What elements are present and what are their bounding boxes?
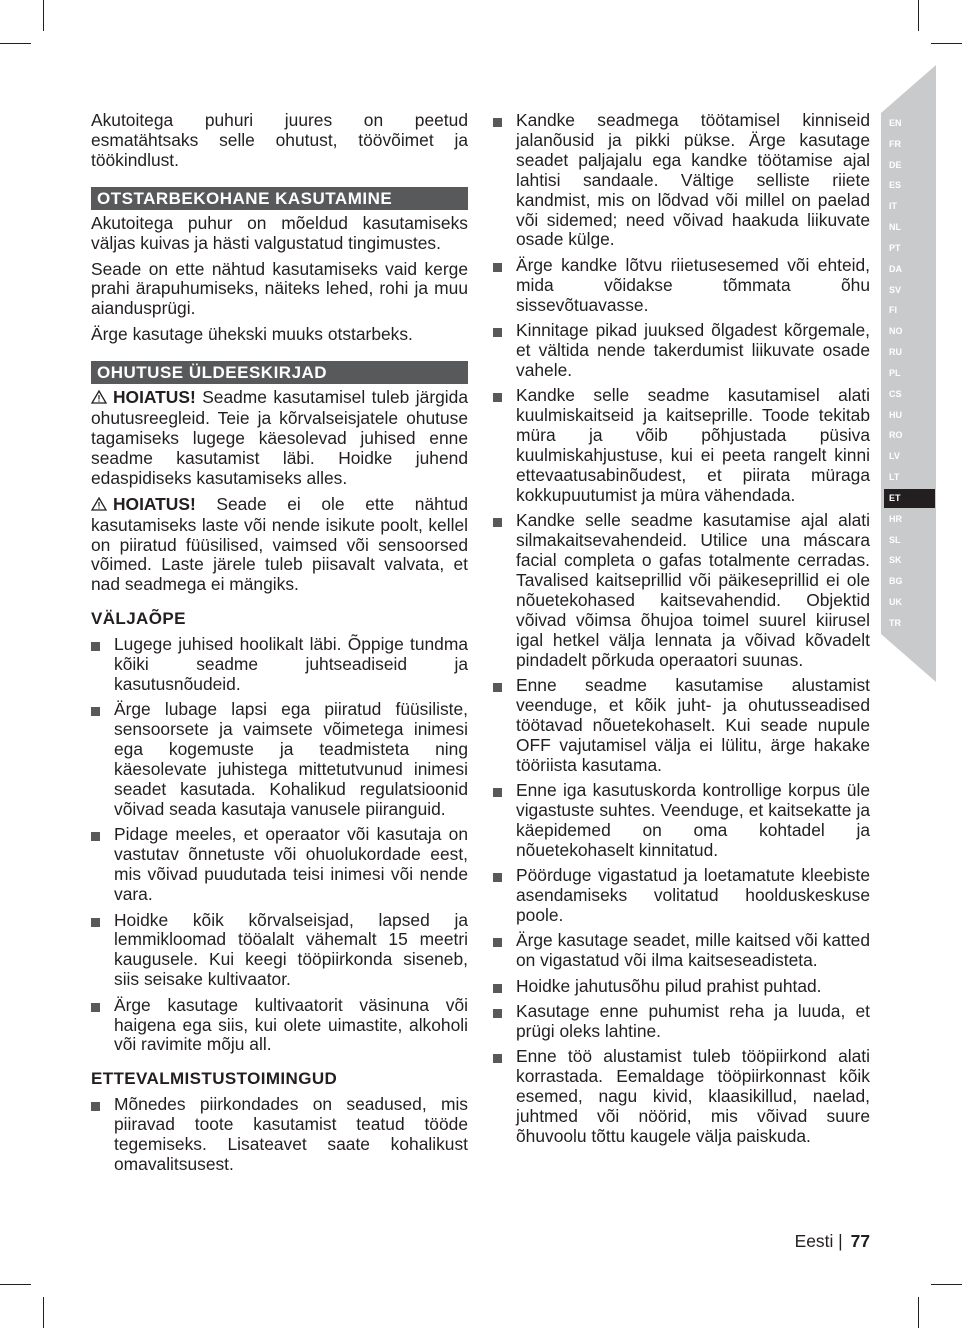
list-item <box>493 111 870 250</box>
language-tab-de: DE <box>884 156 935 175</box>
list-item-text: Kandke seadmega töötamisel kinniseid jalanõusid ja pikki pükse. Ärge kasutage seadet paljajalu ega kandke töötamise ajal lahtisi sandaale. Vältige selliste riiete kandmist, mis on lõdvad või millel on paelad või sidemed; need võivad haakuda liikuvate osade külge. <box>516 110 870 250</box>
language-tab-ru: RU <box>884 343 935 362</box>
list-item <box>91 635 468 695</box>
list-item-text: Ärge lubage lapsi ega piiratud füüsiliste, sensoorsete ja vaimsete võimetega inimesi ega kogemuste ja teadmisteta ning käesolevate juhistega mittetutvunud inimesi seadet kasutada. Kohalikud regulatsioonid võivad seada kasutaja vanusele piiranguid. <box>114 699 468 819</box>
paragraph: Seade on ette nähtud kasutamiseks vaid kerge prahi ärapuhumiseks, näiteks lehed, rohi ja muu aiandusprügi. <box>91 258 468 319</box>
language-tab-hu: HU <box>884 406 935 425</box>
language-tab-bg: BG <box>884 572 935 591</box>
bullet-icon <box>493 263 502 272</box>
bullet-icon <box>493 118 502 127</box>
crop-mark <box>43 1297 44 1328</box>
language-tab-lv: LV <box>884 447 935 466</box>
bullet-icon <box>91 642 100 651</box>
crop-mark <box>43 0 44 31</box>
crop-mark <box>0 1284 31 1285</box>
warning-paragraph <box>91 388 468 489</box>
bullet-icon <box>493 328 502 337</box>
bullet-icon <box>493 393 502 402</box>
language-tab-no: NO <box>884 322 935 341</box>
language-tab-fi: FI <box>884 301 935 320</box>
intro-paragraph: Akutoitega puhuri juures on peetud esmatähtsaks selle ohutust, töövõimet ja töökindlust. <box>91 110 468 170</box>
list-item-text: Enne seadme kasutamise alustamist veenduge, et kõik juht- ja ohutusseadised töötavad nõuetekohaselt. Kui seade nupule OFF vajutamisel välja ei lülitu, ärge hakake tööriista kasutama. <box>516 674 870 775</box>
list-item <box>91 700 468 819</box>
bullet-icon <box>91 707 100 716</box>
language-tab-da: DA <box>884 260 935 279</box>
bullet-icon <box>493 1009 502 1018</box>
list-item <box>493 1002 870 1042</box>
bullet-icon <box>91 1102 100 1111</box>
warning-text: Seadme kasutamisel tuleb järgida ohutusreegleid. Teie ja kõrvalseisjatele ohutuse tagamiseks lugege käesolevad juhised enne seadme kasutamist läbi. Hoidke juhend edaspidiseks kasutamiseks alles. <box>91 387 468 488</box>
section-heading-intended-use: OTSTARBEKOHANE KASUTAMINE <box>91 187 468 210</box>
list-item-text: Pidage meeles, et operaator või kasutaja on vastutav õnnetuste või ohuolukordade eest, mis võivad puudutada teisi inimesi või nende vara. <box>114 824 468 905</box>
page-footer <box>795 1231 870 1252</box>
warning-paragraph <box>91 495 468 596</box>
preparation-list <box>91 1095 468 1175</box>
warning-triangle-icon <box>91 389 107 409</box>
language-tab-pl: PL <box>884 364 935 383</box>
list-item-text: Ärge kandke lõtvu riietusesemed või ehteid, mida võidakse tõmmata õhu sissevõtuavasse. <box>516 254 870 315</box>
paragraph: Ärge kasutage ühekski muuks otstarbeks. <box>91 324 413 345</box>
language-tab-uk: UK <box>884 593 935 612</box>
left-column <box>91 111 468 1180</box>
bullet-icon <box>493 984 502 993</box>
bullet-icon <box>493 938 502 947</box>
bullet-icon <box>493 1054 502 1063</box>
list-item-text: Hoidke jahutusõhu pilud prahist puhtad. <box>516 975 822 996</box>
list-item-text: Lugege juhised hoolikalt läbi. Õppige tundma kõiki seadme juhtseadiseid ja kasutusnõudeid. <box>114 634 468 695</box>
list-item <box>493 511 870 670</box>
page-number: 77 <box>850 1231 870 1251</box>
language-tab-en: EN <box>884 114 935 133</box>
bullet-icon <box>91 1003 100 1012</box>
language-tab-lt: LT <box>884 468 935 487</box>
crop-mark <box>931 1284 962 1285</box>
list-item <box>493 781 870 861</box>
list-item <box>493 866 870 926</box>
list-item-text: Pöörduge vigastatud ja loetamatute kleebiste asendamiseks volitatud hoolduskeskuse poole. <box>516 865 870 925</box>
paragraph: Akutoitega puhur on mõeldud kasutamiseks väljas kuivas ja hästi valgustatud tingimustes. <box>91 212 468 253</box>
bullet-icon <box>493 873 502 882</box>
section-heading-general-safety: OHUTUSE ÜLDEESKIRJAD <box>91 361 468 384</box>
bullet-icon <box>91 918 100 927</box>
bullet-icon <box>493 683 502 692</box>
list-item <box>493 1047 870 1147</box>
list-item-text: Ärge kasutage kultivaatorit väsinuna või haigena ega siis, kui olete uimastite, alkoholi või ravimite mõju all. <box>114 994 468 1055</box>
crop-mark <box>931 43 962 44</box>
warning-triangle-icon <box>91 496 107 516</box>
right-column <box>493 111 870 1152</box>
list-item-text: Mõnedes piirkondades on seadused, mis piiravad toote kasutamist teatud tööde tegemiseks. Lisateavet saate kohalikust omavalitsusest. <box>114 1094 468 1175</box>
language-tab-pt: PT <box>884 239 935 258</box>
bullet-icon <box>493 518 502 527</box>
list-item <box>493 931 870 971</box>
list-item <box>91 825 468 905</box>
warning-label: HOIATUS! <box>113 387 196 408</box>
list-item <box>91 1095 468 1175</box>
language-tab-cs: CS <box>884 385 935 404</box>
list-item-text: Enne iga kasutuskorda kontrollige korpus üle vigastuste suhtes. Veenduge, et kaitsekatte ja käepidemed on oma kohtadel ja nõuetekohaselt kinnitatud. <box>516 780 870 860</box>
language-tab-it: IT <box>884 197 935 216</box>
crop-mark <box>0 43 31 44</box>
safety-list <box>493 111 870 1147</box>
language-tab-tr: TR <box>884 614 935 633</box>
language-tab-et: ET <box>884 489 935 508</box>
training-list <box>91 635 468 1055</box>
language-tab-ro: RO <box>884 426 935 445</box>
list-item <box>91 911 468 991</box>
subsection-heading-training: VÄLJAÕPE <box>91 609 186 629</box>
list-item <box>493 676 870 776</box>
language-tab-sk: SK <box>884 551 935 570</box>
list-item <box>493 386 870 505</box>
language-tab-nl: NL <box>884 218 935 237</box>
language-tab-sv: SV <box>884 281 935 300</box>
subsection-heading-preparation: ETTEVALMISTUSTOIMINGUD <box>91 1069 338 1089</box>
crop-mark <box>918 1297 919 1328</box>
language-tab-sl: SL <box>884 531 935 550</box>
footer-language: Eesti | <box>794 1231 843 1251</box>
list-item <box>493 977 870 997</box>
language-tab-fr: FR <box>884 135 935 154</box>
list-item-text: Enne töö alustamist tuleb tööpiirkond alati korrastada. Eemaldage tööpiirkonnast kõik esemed, nagu kivid, klaasikillud, naelad, juhtmed või nöörid, mis võivad suure õhuvoolu tõttu kaugele välja paiskuda. <box>516 1046 870 1146</box>
warning-text: Seade ei ole ette nähtud kasutamiseks laste või nende isikute poolt, kellel on piiratud füüsilised, vaimsed või sensoorsed võimed. Laste järele tuleb piisavalt valvata, et nad seadmega ei mängiks. <box>91 493 468 595</box>
list-item-text: Hoidke kõik kõrvalseisjad, lapsed ja lemmikloomad tööalalt vähemalt 15 meetri kaugusele. Kui keegi tööpiirkonda siseneb, siis seisake kultivaator. <box>114 909 468 990</box>
list-item-text: Kandke selle seadme kasutamisel alati kuulmiskaitseid ja kaitseprille. Toode tekitab müra ja võib põhjustada püsiva kuulmiskahjustuse, kui ei peeta rangelt kinni ettevaatusabinõudest, et piirata müraga kokkupuutumist ja müra vähendada. <box>516 385 870 505</box>
list-item-text: Kinnitage pikad juuksed õlgadest kõrgemale, et vältida nende takerdumist liikuvate osade vahele. <box>516 320 870 380</box>
crop-mark <box>918 0 919 31</box>
bullet-icon <box>91 832 100 841</box>
list-item <box>493 256 870 316</box>
list-item <box>91 996 468 1056</box>
warning-label: HOIATUS! <box>113 493 196 514</box>
list-item-text: Kasutage enne puhumist reha ja luuda, et prügi oleks lahtine. <box>516 1001 870 1041</box>
list-item-text: Ärge kasutage seadet, mille kaitsed või katted on vigastatud või ilma kaitseseadisteta. <box>516 930 870 971</box>
language-tab-es: ES <box>884 176 935 195</box>
list-item-text: Kandke selle seadme kasutamise ajal alati silmakaitsevahendeid. Utilice una máscara facial completa o gafas totalmente cerradas. Tavalised kaitseprillid või päikeseprillid ei ole nõuetekohased kaitsevahendid. Objektid võivad võimsa õhujoa toimel suurel kiirusel igal hetkel välja lennata ja võivad kõvadelt pindadelt põrkuda operaatori suunas. <box>516 510 870 670</box>
list-item <box>493 321 870 381</box>
language-tab-hr: HR <box>884 510 935 529</box>
bullet-icon <box>493 788 502 797</box>
